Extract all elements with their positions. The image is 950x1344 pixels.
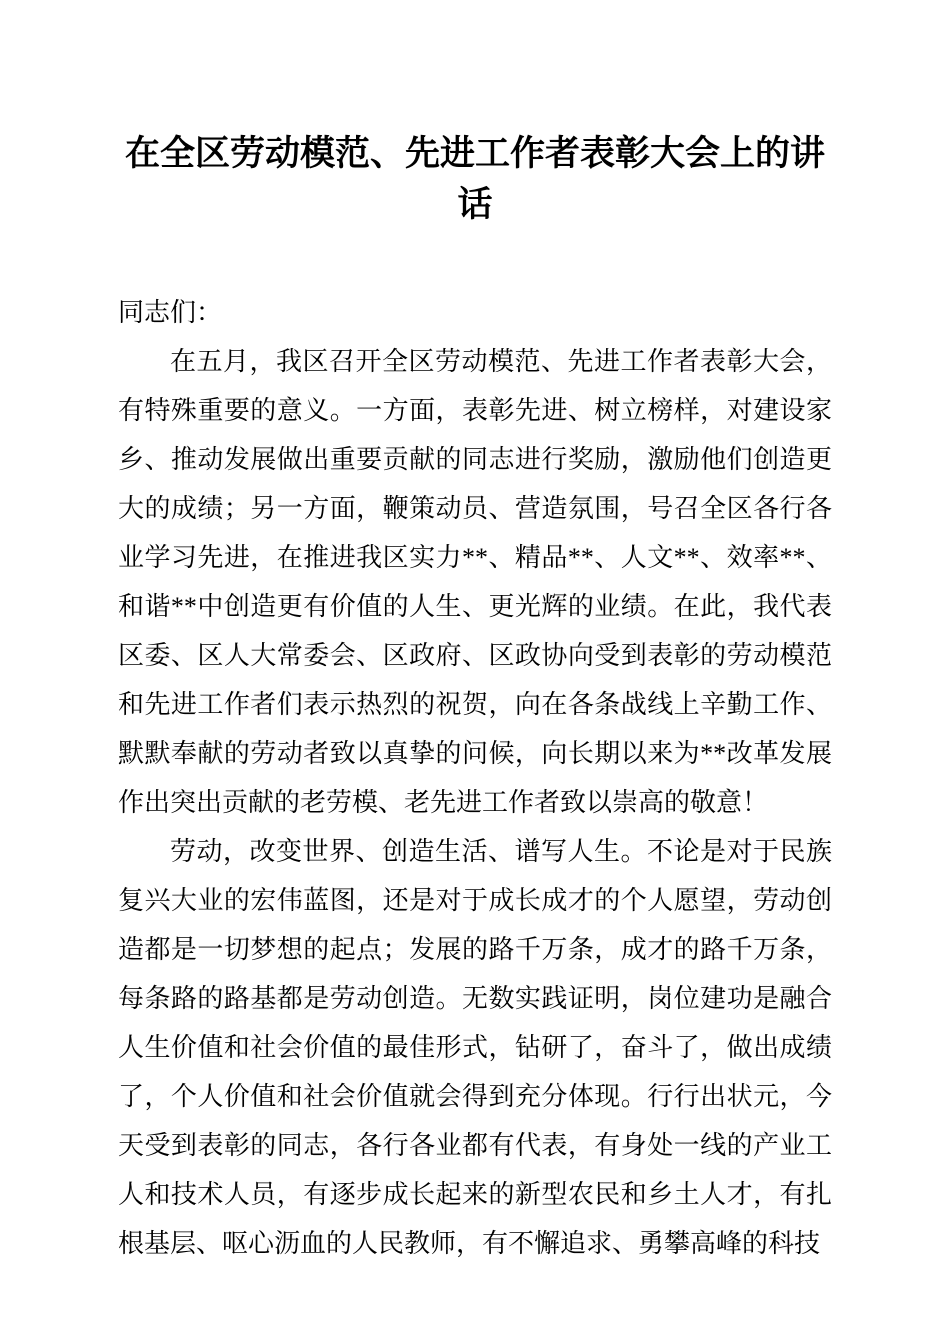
- paragraph-1: 在五月，我区召开全区劳动模范、先进工作者表彰大会，有特殊重要的意义。一方面，表彰先进、树立榜样，对建设家乡、推动发展做出重要贡献的同志进行奖励，激励他们创造更大的成绩；另一方面，鞭策动员、营造氛围，号召全区各行各业学习先进，在推进我区实力**、精品**、人文**、效率**、和谐**中创造更有价值的人生、更光辉的业绩。在此，我代表区委、区人大常委会、区政府、区政协向受到表彰的劳动模范和先进工作者们表示热烈的祝贺，向在各条战线上辛勤工作、默默奉献的劳动者致以真挚的问候，向长期以来为**改革发展作出突出贡献的老劳模、老先进工作者致以崇高的敬意！: [118, 347, 832, 817]
- document-title: 在全区劳动模范、先进工作者表彰大会上的讲话: [124, 134, 825, 224]
- salutation: 同志们：: [118, 298, 223, 327]
- paragraph-2: 劳动，改变世界、创造生活、谱写人生。不论是对于民族复兴大业的宏伟蓝图，还是对于成长成才的个人愿望，劳动创造都是一切梦想的起点；发展的路千万条，成才的路千万条，每条路的路基都是劳动创造。无数实践证明，岗位建功是融合人生价值和社会价值的最佳形式，钻研了，奋斗了，做出成绩了，个人价值和社会价值就会得到充分体现。行行出状元，今天受到表彰的同志，各行各业都有代表，有身处一线的产业工人和技术人员，有逐步成长起来的新型农民和乡土人才，有扎根基层、呕心沥血的人民教师，有不懈追求、勇攀高峰的科技: [118, 837, 832, 1258]
